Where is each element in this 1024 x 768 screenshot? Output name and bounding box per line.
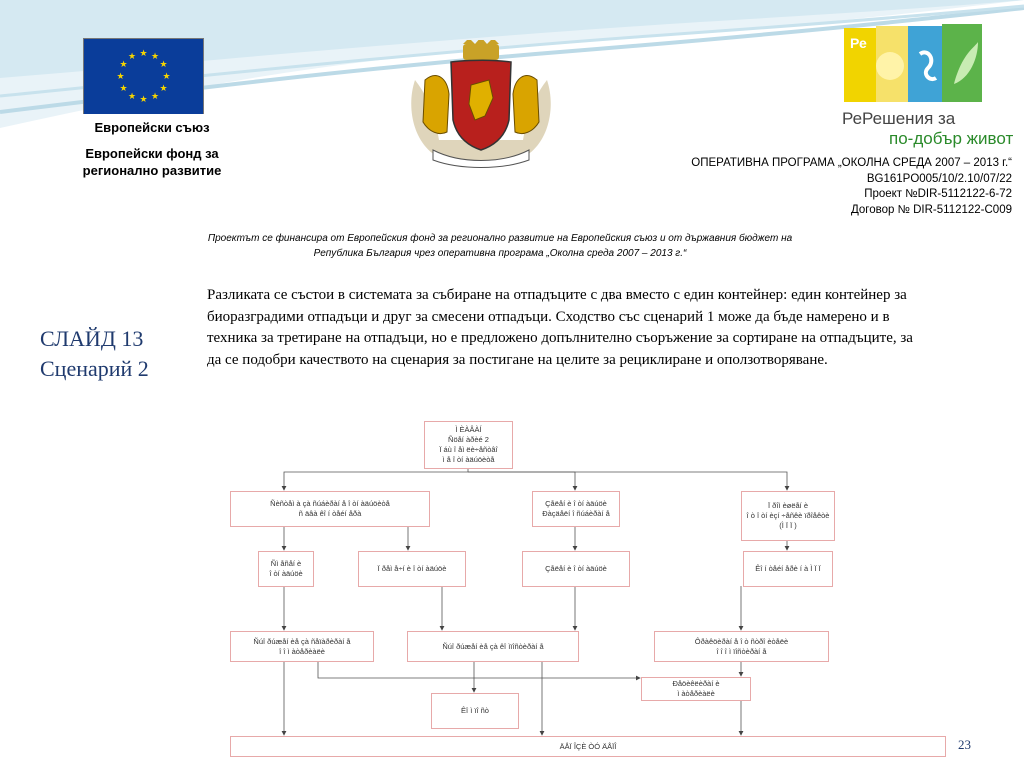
page-number: 23 — [958, 737, 971, 752]
flow-node-sorting-facility — [230, 631, 374, 662]
svg-text:★: ★ — [159, 84, 168, 94]
logo-text-2: по-добър живот — [889, 129, 1014, 148]
svg-text:★: ★ — [139, 95, 148, 105]
flow-node-containers — [743, 551, 833, 587]
financing-line: Проектът се финансира от Европейския фонд за регионално развитие на Европейския съюз и от държавния бюджет на — [207, 233, 793, 244]
flow-node-text: Ì ÈÀÂÀÍ Ñöåí àðèé 2 Ï áù î åì ëè÷åñòâî ì å î òí àäúöèòå — [439, 425, 498, 464]
slide-title-line1: СЛАЙД 13 — [40, 326, 144, 351]
program-line: ОПЕРАТИВНА ПРОГРАМА „ОКОЛНА СРЕДА 2007 – 2013 г.“ — [691, 157, 1012, 169]
eu-union-label: Европейски съюз — [94, 120, 210, 135]
flow-node-green-waste — [522, 551, 630, 587]
svg-text:Ре: Ре — [850, 35, 867, 51]
program-line: BG161PO005/10/2.10/07/22 — [866, 172, 1012, 185]
program-line: Договор № DIR-5112122-C009 — [850, 203, 1012, 216]
flow-node-treatment — [654, 631, 829, 662]
flow-node-text: Ðåöèêëèðàí è ì àòåðèàëè — [672, 679, 720, 698]
flow-node-text: Ñúî ðúæåí èå çà ñåïàðèðàí å î î ì àòåðèàëè — [253, 636, 351, 656]
flow-node-mixed-waste — [258, 551, 314, 587]
program-line: Проект №DIR-5112122-6-72 — [864, 188, 1012, 200]
flow-node-recycled — [641, 677, 751, 701]
svg-text:★: ★ — [127, 92, 137, 102]
flow-node-text: Êî ì ïî ñò — [461, 706, 489, 715]
svg-text:★: ★ — [116, 72, 125, 82]
svg-text:★: ★ — [159, 60, 168, 70]
slide-description: Разликата се състои в системата за събиране на отпадъците с два вместо с един контейнер: един контейнер за биоразградими отпадъци и друг за смесени отпадъци. Сходство със сценарий 1 може да бъде намерено и в техника за третиране на отпадъци, но е предложено допълнително съоръжение за сортиране на отпадъците, за да се подобри качеството на сценария за постигане на целите за рециклиране и оползотворяване. — [207, 287, 913, 368]
flow-node-scenario — [424, 421, 513, 469]
flow-node-text: Ñúî ðúæåí èå çà êî ìïîñòèðàí å — [442, 641, 544, 651]
svg-text:★: ★ — [127, 52, 137, 62]
svg-text:★: ★ — [150, 52, 160, 62]
flow-node-collection — [230, 491, 430, 527]
logo-text-1: РеРешения за — [842, 109, 956, 128]
flow-node-composting-facility — [407, 631, 579, 662]
svg-text:★: ★ — [162, 72, 171, 82]
flow-node-text: Ôðàêöèðàí å î ò ñòðî èòåëè î î î ì ïîñòèðàí å — [694, 636, 789, 656]
flow-node-text: Ï ðîì èøëåí è î ò î òí èçí ÷åñêè ïðîåêòè (Ì Ï Ï ) — [746, 501, 830, 530]
flow-node-text: Ï ðåì å÷í è î òí àäúöè — [377, 564, 447, 573]
flow-node-landfill — [230, 736, 946, 757]
flow-node-text: Êî í òåéí åðè í à Ì Ï Ï — [755, 564, 821, 573]
eu-fund-label: Европейски фонд за регионално развитие — [82, 146, 222, 178]
flow-node-text: Çåëåí è î òí àäúöè — [545, 564, 607, 573]
flow-node-biodegradable — [358, 551, 466, 587]
flow-node-green-collection — [532, 491, 620, 527]
flow-node-text: Ñèñòåì à çà ñúáèðàí å î òí àäúöèòå ñ äâà êî í òåéí åðà — [270, 499, 390, 518]
flow-node-industrial — [741, 491, 835, 541]
svg-text:★: ★ — [119, 84, 128, 94]
flow-node-text: Ñì åñåí è î òí àäúöè — [269, 559, 303, 578]
financing-line: Република България чрез оперативна програма „Околна среда 2007 – 2013 г.“ — [313, 248, 687, 259]
slide-title-line2: Сценарий 2 — [40, 356, 149, 381]
svg-text:★: ★ — [119, 60, 128, 70]
flow-node-text: ÄÅÏ ÎÇÈ ÒÓ ÄÅÏÎ — [559, 741, 617, 751]
svg-text:★: ★ — [150, 92, 160, 102]
flow-node-compost — [431, 693, 519, 729]
svg-text:★: ★ — [139, 49, 148, 59]
flow-node-text: Çåëåí è î òí àäúöè Ðàçäåëí î ñúáèðàí å — [542, 499, 610, 518]
